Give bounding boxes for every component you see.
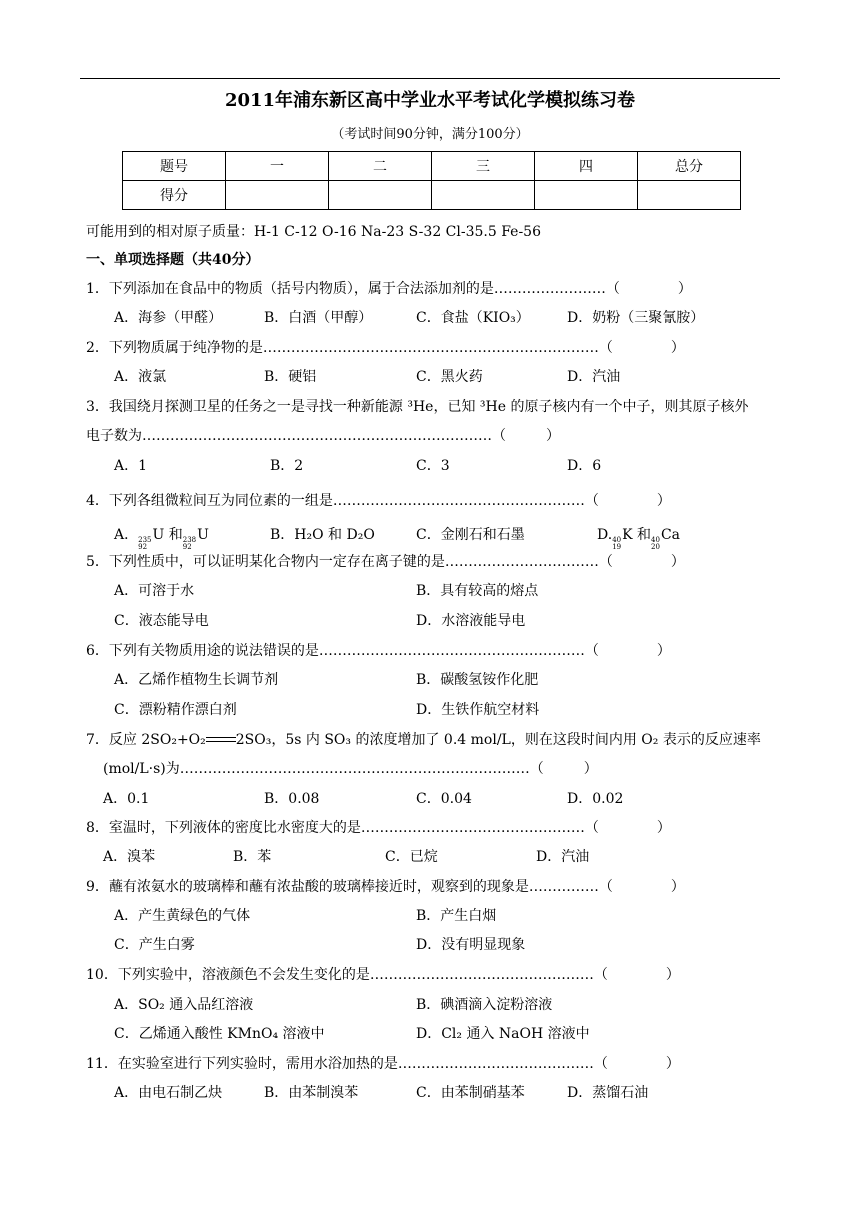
answer-paren: ）	[670, 554, 685, 570]
answer-paren: ）	[665, 967, 680, 983]
table-row	[123, 152, 741, 181]
option-a[interactable]	[114, 524, 209, 551]
question-stem: (mol/L·s)为…………………………………………………………………（	[103, 761, 544, 777]
option-c[interactable]: C．液态能导电	[114, 613, 209, 629]
option-b[interactable]: B．由苯制溴苯	[264, 1085, 359, 1101]
option-d[interactable]: D．汽油	[536, 849, 590, 865]
mass-number: 238	[182, 536, 197, 544]
question-3-cont	[86, 425, 560, 445]
page-title: 2011年浦东新区高中学业水平考试化学模拟练习卷	[224, 90, 636, 111]
option-d[interactable]: D．生铁作航空材料	[416, 702, 540, 718]
question-stem: 6．下列有关物质用途的说法错误的是…………………………………………………（	[86, 643, 599, 659]
atomic-mass-note: 可能用到的相对原子质量：H-1 C-12 O-16 Na-23 S-32 Cl-35.5 Fe-56	[86, 224, 541, 240]
question-stem: 5．下列性质中，可以证明某化合物内一定存在离子键的是……………………………（	[86, 554, 613, 570]
answer-paren: ）	[670, 879, 685, 895]
option-a[interactable]: A．可溶于水	[114, 583, 195, 599]
answer-paren: ）	[670, 340, 685, 356]
option-d[interactable]: D．6	[567, 458, 602, 474]
mass-number: 235	[138, 536, 152, 544]
score-input-cell[interactable]	[535, 181, 638, 210]
option-c[interactable]: C．乙烯通入酸性 KMnO₄ 溶液中	[114, 1026, 325, 1042]
question-4	[86, 490, 671, 510]
option-c[interactable]: C．3	[416, 458, 450, 474]
isotope-notation	[138, 537, 151, 551]
option-b[interactable]: B．H₂O 和 D₂O	[270, 527, 375, 543]
question-2	[86, 337, 685, 357]
question-stem: 2．下列物质属于纯净物的是………………………………………………………………（	[86, 340, 613, 356]
option-a[interactable]: A．0.1	[103, 791, 150, 807]
option-c[interactable]: C．漂粉精作漂白剂	[114, 702, 237, 718]
table-cell: 二	[329, 152, 432, 181]
question-6	[86, 640, 671, 660]
question-stem: 9．蘸有浓氨水的玻璃棒和蘸有浓盐酸的玻璃棒接近时，观察到的现象是……………（	[86, 879, 613, 895]
table-cell: 得分	[123, 181, 226, 210]
option-a[interactable]: A．海参（甲醛）	[114, 310, 223, 326]
question-stem: 4．下列各组微粒间互为同位素的一组是………………………………………………（	[86, 493, 599, 509]
question-10	[86, 964, 680, 984]
section-heading: 一、单项选择题（共40分）	[86, 252, 260, 268]
option-a[interactable]: A．溴苯	[103, 849, 156, 865]
question-1	[86, 278, 692, 298]
isotope-notation	[183, 537, 196, 551]
answer-paren: ）	[665, 1056, 680, 1072]
atomic-number: 19	[612, 543, 622, 551]
option-text: Ca	[660, 527, 681, 543]
table-cell: 题号	[123, 152, 226, 181]
answer-paren: ）	[677, 281, 692, 297]
option-b[interactable]: B．硬铝	[264, 369, 317, 385]
answer-paren: ）	[546, 428, 560, 444]
question-stem: 11．在实验室进行下列实验时，需用水浴加热的是……………………………………（	[86, 1056, 608, 1072]
table-row	[123, 181, 741, 210]
question-7	[86, 729, 761, 749]
score-table	[122, 151, 741, 210]
question-11	[86, 1053, 680, 1073]
table-cell: 总分	[638, 152, 741, 181]
isotope-notation	[651, 537, 660, 551]
option-b[interactable]: B．白酒（甲醇）	[264, 310, 373, 326]
option-a[interactable]: A．1	[114, 458, 148, 474]
option-d[interactable]: D．汽油	[567, 369, 621, 385]
question-stem: 7．反应 2SO₂+O₂	[86, 732, 206, 748]
isotope-notation	[612, 537, 621, 551]
answer-paren: ）	[656, 643, 671, 659]
question-stem: 1．下列添加在食品中的物质（括号内物质），属于合法添加剂的是……………………（	[86, 281, 620, 297]
option-text: U 和	[152, 527, 183, 543]
mass-number: 40	[612, 536, 622, 544]
answer-paren: ）	[656, 493, 671, 509]
score-input-cell[interactable]	[432, 181, 535, 210]
question-stem: 10．下列实验中，溶液颜色不会发生变化的是…………………………………………（	[86, 967, 608, 983]
option-c[interactable]: C．金刚石和石墨	[416, 527, 525, 543]
option-b[interactable]: B．碳酸氢铵作化肥	[416, 672, 539, 688]
option-d[interactable]: D．奶粉（三聚氰胺）	[567, 310, 705, 326]
answer-paren: ）	[656, 820, 671, 836]
option-a[interactable]: A．产生黄绿色的气体	[114, 908, 251, 924]
table-cell: 四	[535, 152, 638, 181]
option-b[interactable]: B．0.08	[264, 791, 320, 807]
option-d[interactable]: D．蒸馏石油	[567, 1085, 649, 1101]
atomic-number: 92	[138, 543, 148, 551]
option-c[interactable]: C．食盐（KIO₃）	[416, 310, 530, 326]
option-c[interactable]: C．产生白雾	[114, 937, 195, 953]
question-5	[86, 551, 685, 571]
option-b[interactable]: B．具有较高的熔点	[416, 583, 539, 599]
option-d[interactable]: D．Cl₂ 通入 NaOH 溶液中	[416, 1026, 590, 1042]
option-b[interactable]: B．产生白烟	[416, 908, 497, 924]
option-d[interactable]: D．水溶液能导电	[416, 613, 526, 629]
table-cell: 一	[226, 152, 329, 181]
question-3: 3．我国绕月探测卫星的任务之一是寻找一种新能源 ³He，已知 ³He 的原子核内有一个中子，则其原子核外	[86, 399, 749, 415]
question-stem: 电子数为…………………………………………………………………（	[86, 428, 506, 444]
score-input-cell[interactable]	[329, 181, 432, 210]
table-cell: 三	[432, 152, 535, 181]
option-b[interactable]: B．苯	[233, 849, 272, 865]
score-input-cell[interactable]	[226, 181, 329, 210]
header-rule	[80, 78, 780, 79]
option-a[interactable]: A．SO₂ 通入品红溶液	[114, 997, 254, 1013]
option-b[interactable]: B．碘酒滴入淀粉溶液	[416, 997, 553, 1013]
option-b[interactable]: B．2	[270, 458, 304, 474]
option-c[interactable]: C．已烷	[385, 849, 438, 865]
atomic-number: 20	[651, 543, 660, 551]
score-input-cell[interactable]	[638, 181, 741, 210]
option-d[interactable]: D．0.02	[567, 791, 624, 807]
reversible-arrow-icon	[206, 735, 236, 745]
option-letter: D.	[597, 527, 613, 543]
question-8	[86, 817, 671, 837]
question-7-cont	[103, 758, 598, 778]
mass-number: 40	[651, 536, 660, 544]
option-a[interactable]: A．乙烯作植物生长调节剂	[114, 672, 279, 688]
option-letter: A．	[114, 527, 139, 543]
question-stem: 8．室温时，下列液体的密度比水密度大的是…………………………………………（	[86, 820, 599, 836]
answer-paren: ）	[583, 761, 598, 777]
option-c[interactable]: C．由苯制硝基苯	[416, 1085, 525, 1101]
option-a[interactable]: A．由电石制乙炔	[114, 1085, 223, 1101]
option-c[interactable]: C．0.04	[416, 791, 472, 807]
exam-info: （考试时间90分钟，满分100分）	[331, 127, 529, 142]
question-9	[86, 876, 685, 896]
option-d[interactable]: D．没有明显现象	[416, 937, 526, 953]
question-stem: 2SO₃，5s 内 SO₃ 的浓度增加了 0.4 mol/L，则在这段时间内用 O₂ 表示的反应速率	[235, 732, 761, 748]
option-d[interactable]	[597, 524, 680, 551]
option-a[interactable]: A．液氯	[114, 369, 167, 385]
option-c[interactable]: C．黑火药	[416, 369, 483, 385]
atomic-number: 92	[182, 543, 192, 551]
option-text: U	[197, 527, 209, 543]
option-text: K 和	[622, 527, 652, 543]
